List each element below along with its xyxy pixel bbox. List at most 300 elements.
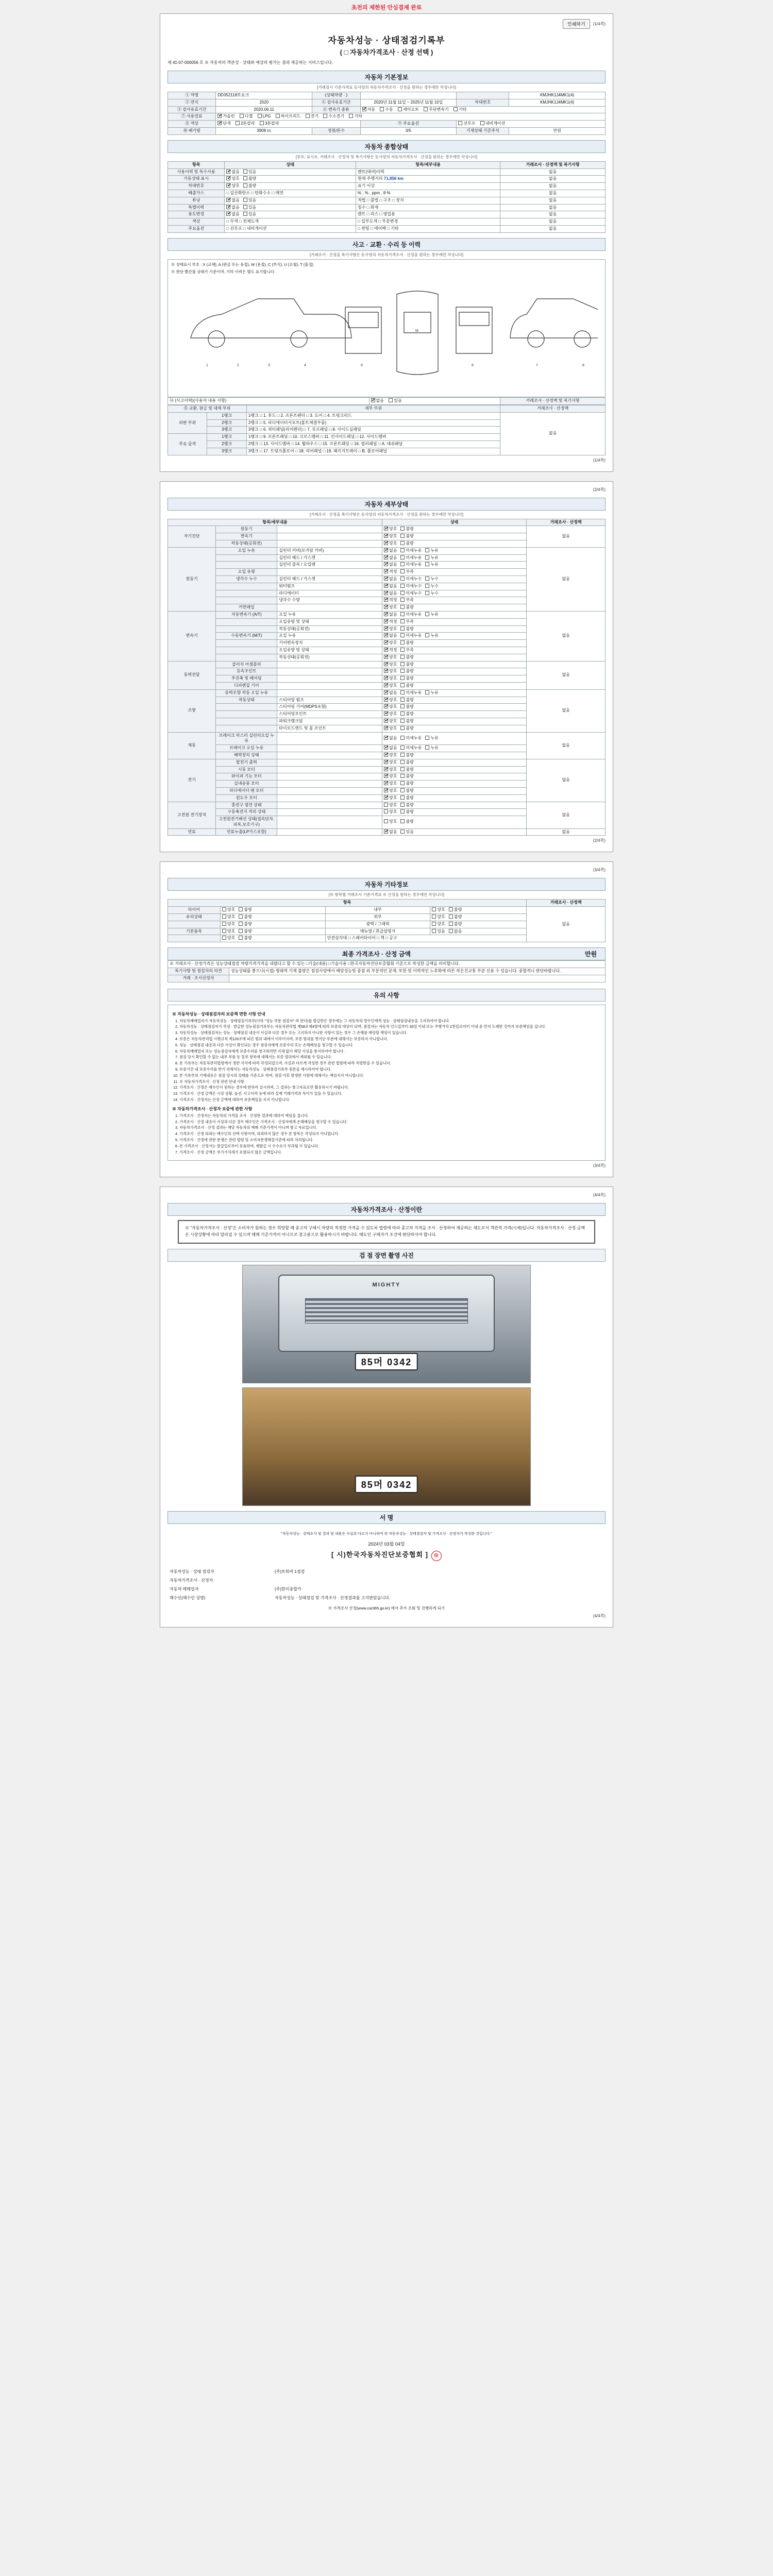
detail-item-sub bbox=[277, 828, 382, 836]
diagram-legend-1: ※ 상태표시 부호 : X (교체), A (판금 또는 용접), W (용접), C (부식), U (요철), T (흠집) bbox=[171, 262, 314, 267]
overall-row0-detail: 렌트(대여)이력 bbox=[356, 168, 500, 176]
opt-sunroof[interactable]: 선루프 bbox=[458, 121, 475, 127]
notice-item: 4. 보증은 자동차관리법 시행규칙 제120조에 따른 범위 내에서 이루어지며, 보증 범위를 벗어난 부분에 대해서는 보증하지 아니합니다. bbox=[179, 1037, 601, 1042]
detail-category: 변속기 bbox=[168, 611, 216, 661]
signature-title: 서 명 bbox=[167, 1511, 606, 1524]
page-number-4: (4/4쪽) bbox=[593, 1193, 606, 1198]
section-accident-title: 사고 · 교환 · 수리 등 이력 bbox=[167, 238, 606, 251]
document-page-3 bbox=[160, 861, 613, 1177]
detail-item-sub: 라디에이터 bbox=[277, 590, 382, 597]
detail-item-options[interactable]: ✔ 없음 미세누유 누유 bbox=[382, 562, 526, 569]
main-rank2-label: 2랭크 bbox=[207, 441, 246, 448]
detail-item-options[interactable]: ✔ 없음 미세누유 누유 bbox=[382, 745, 526, 752]
overall-row4-state[interactable]: ✔ 없음 있음 bbox=[225, 197, 356, 204]
detail-item-options[interactable]: ✔ 양호 불량 bbox=[382, 711, 526, 718]
detail-category-price: 없음 bbox=[527, 661, 606, 689]
notice-item: 12. 가격조사 · 산정은 매수인이 원하는 경우에 한하여 실시하며, 그 결과는 참고자료로만 활용하시기 바랍니다. bbox=[179, 1085, 601, 1091]
priceinfo-title: 자동차가격조사 · 산정이란 bbox=[167, 1203, 606, 1216]
detail-item-options[interactable]: ✔ 없음 미세누수 누수 bbox=[382, 576, 526, 583]
document-page-2 bbox=[160, 481, 613, 853]
detail-item-options[interactable]: ✔ 없음 미세누유 누유 bbox=[382, 554, 526, 562]
main-rank2-items[interactable]: 2랭크 □ 13. 사이드멤버 □ 14. 휠하우스 □ 15. 프론트패널 □ 16. 필러패널 □ A. 대쉬패널 bbox=[246, 441, 500, 448]
detail-item-name: 변속기 bbox=[216, 533, 277, 540]
detail-category-price: 없음 bbox=[527, 802, 606, 828]
overall-row5-detail: 침수 □ 화재 bbox=[356, 204, 500, 211]
detail-item-name bbox=[216, 562, 277, 569]
detail-item-name: 추진축 및 베어링 bbox=[216, 675, 277, 683]
overall-row6-item: 용도변경 bbox=[168, 211, 225, 218]
label-fuel: ⑦ 사용연료 bbox=[168, 113, 216, 121]
finalprice-note-value: 성능상태를 좋으나(시점) 형태적 기재 불량은 점검사양에서 해당성능및 중점 외 부분적인 문제, 또한 및 이력적인 노후화에 따른 작은건교통 부분 신용 수 있습니다. 종합적니 판단바랍니다. bbox=[229, 968, 605, 975]
section-basic-note: [거래검사 기준가격표 등사양의 자동차가격조사 · 산정을 원하는 경우에만 작성니다] bbox=[317, 85, 456, 90]
page-number-2: (2/4쪽) bbox=[593, 487, 606, 492]
detail-item-sub: 실린더 헤드 / 가스켓 bbox=[277, 554, 382, 562]
detail-item-options[interactable]: ✔ 적정 부족 bbox=[382, 618, 526, 625]
detail-category: 제동 bbox=[168, 732, 216, 759]
value-option bbox=[457, 121, 606, 128]
detail-item-name: 오일 누유 bbox=[216, 547, 277, 554]
etc-row1-ropts[interactable]: 양호 불량 bbox=[430, 914, 527, 921]
detail-item-options[interactable]: ✔ 적정 부족 bbox=[382, 647, 526, 654]
etc-col-price: 거래조사 · 산정액 bbox=[527, 900, 606, 907]
value-carname: DD352118토요크 bbox=[216, 92, 312, 99]
detail-item-sub: 실린더 헤드 / 가스켓 bbox=[277, 576, 382, 583]
accident-bottom-question: ⑭ (사고이력)(사용자 내용 사항) bbox=[168, 398, 369, 405]
value-tons: 3/5 bbox=[360, 127, 457, 134]
notice-item: 13. 가격조사 · 산정 금액은 시장 상황, 옵션, 사고이력 등에 따라 실제 거래가격과 차이가 있을 수 있습니다. bbox=[179, 1091, 601, 1097]
overall-row3-price: 없음 bbox=[500, 190, 606, 197]
section-basic-title: 자동차 기본정보 bbox=[167, 71, 606, 83]
sig-row0-key: 자동차성능 · 상태 점검자 bbox=[170, 1569, 214, 1574]
notice-item: 4. 가격조사 · 산정 의뢰는 매수인의 선택 사항이며, 의뢰하지 않은 경우 본 항목은 작성되지 아니합니다. bbox=[179, 1131, 601, 1137]
detail-item-sub: 워터펌프 bbox=[277, 583, 382, 590]
detail-item-name: 구동축전지 격리 상태 bbox=[216, 809, 277, 816]
inspection-photo-front bbox=[242, 1265, 531, 1383]
overall-col-price: 거래조사 · 산정액 및 복기사항 bbox=[500, 161, 606, 168]
etc-row1-right: 외부 bbox=[325, 914, 430, 921]
detail-item-options[interactable]: ✔ 양호 불량 bbox=[382, 697, 526, 704]
detail-item-sub bbox=[277, 766, 382, 773]
svg-text:M: M bbox=[415, 329, 418, 333]
opt-accident-none[interactable]: ✔ 없음 bbox=[371, 398, 384, 404]
detail-category-price: 없음 bbox=[527, 759, 606, 802]
label-year: ② 연식 bbox=[168, 99, 216, 106]
label-color: ⑧ 색상 bbox=[168, 121, 216, 128]
notice-item: 9. 보증기간 내 보증수리를 받기 위해서는 자동차성능 · 상태점검기록부 원본을 제시하여야 합니다. bbox=[179, 1067, 601, 1073]
detail-item-options[interactable]: ✔ 양호 불량 bbox=[382, 759, 526, 766]
detail-item-name: 커먼레일 bbox=[216, 604, 277, 612]
detail-item-options[interactable]: ✔ 없음 있음 bbox=[382, 828, 526, 836]
signature-company: [ 시)한국자동차진단보증협회 ] 印 bbox=[167, 1549, 606, 1561]
detail-item-name bbox=[216, 711, 277, 718]
detail-item-sub bbox=[277, 773, 382, 781]
detail-item-name: 와이퍼 기능 모터 bbox=[216, 773, 277, 781]
page4-footer: (4/4쪽) bbox=[593, 1613, 606, 1618]
main-rank1-label: 1랭크 bbox=[207, 434, 246, 441]
detail-item-name: 동력조향 작동 오일 누유 bbox=[216, 689, 277, 697]
overall-row7-state[interactable]: □ 무색 □ 전체도색 bbox=[225, 218, 356, 226]
detail-item-sub: 실린더 커버(로커암 커버) bbox=[277, 547, 382, 554]
detail-item-sub bbox=[277, 794, 382, 802]
detail-item-name bbox=[216, 597, 277, 604]
opt-accident-yes[interactable]: 있음 bbox=[389, 398, 401, 404]
overall-row1-state[interactable]: ✔ 양호 불량 bbox=[225, 176, 356, 183]
overall-row5-state[interactable]: ✔ 없음 있음 bbox=[225, 204, 356, 211]
detail-item-options[interactable]: ✔ 없음 미세누유 누유 bbox=[382, 633, 526, 640]
detail-item-name: 작동상태(공회전) bbox=[216, 540, 277, 548]
value-disp: 3908 cc bbox=[216, 127, 312, 134]
detail-table bbox=[167, 519, 606, 836]
overall-row2-price: 없음 bbox=[500, 183, 606, 190]
detail-item-options[interactable]: ✔ 적정 부족 bbox=[382, 569, 526, 576]
detail-item-options[interactable]: ✔ 없음 미세누수 누수 bbox=[382, 590, 526, 597]
label-firstreg: ④ 검사유효기간 bbox=[312, 99, 360, 106]
etc-table bbox=[167, 899, 606, 942]
overall-row2-item: 차대번호 bbox=[168, 183, 225, 190]
detail-item-sub bbox=[277, 809, 382, 816]
finalprice-desc: ※ 거래조사 · 산정가격은 성능상태점검 차량가격가격을 내렸다고 할 수 있는 □기술(내용) □기술사용 □한국자동차진단보증협회 기준으로 작성한 금액을 의미합니다. bbox=[168, 961, 606, 968]
detail-item-name bbox=[216, 554, 277, 562]
detail-item-sub bbox=[277, 802, 382, 809]
detail-item-name: 배력장치 상태 bbox=[216, 752, 277, 759]
opt-color-2tone[interactable]: 2톤칼라 bbox=[236, 121, 255, 127]
ext-rank2-label: 2랭크 bbox=[207, 419, 246, 427]
notice-item: 3. 자동차성능 · 상태점검자는 성능 · 상태점검 내용이 사실과 다른 경우 또는 고지하지 아니한 사항이 있는 경우 그 손해를 배상할 책임이 있습니다. bbox=[179, 1030, 601, 1036]
document-page-1 bbox=[160, 13, 613, 472]
signature-table bbox=[167, 1567, 606, 1602]
value-firstreg: 2020년 11월 11일 ~ 2025년 11월 10일 bbox=[360, 99, 457, 106]
notice-title: 유의 사항 bbox=[167, 989, 606, 1002]
etc-row2-right: 광택 / 그래픽 bbox=[325, 921, 430, 928]
notice-item: 2. 자동차성능 · 상태점검자가 작성 · 발급한 성능점검기록부는 자동차관리법 제58조제4항에 따라 보증의 대상이 되며, 점검자는 자동차 인도일부터 30일 이내 또는 주행거리 2천킬로미터 이내 중 먼저 도래한 것까지 보증책임을 집니다. bbox=[179, 1024, 601, 1030]
detail-item-sub bbox=[277, 661, 382, 668]
overall-table bbox=[167, 161, 606, 233]
detail-item-name: 냉각수 누수 bbox=[216, 576, 277, 583]
law-line: 제 41-07-000056 호 ※ 자동차의 객관성 · 상태와 예상의 평가는 결과 제공하는 서비스입니다. bbox=[167, 60, 333, 65]
detail-item-options[interactable]: ✔ 양호 불량 bbox=[382, 718, 526, 725]
accident-bottom-opts[interactable] bbox=[369, 398, 500, 405]
frame-col-detail: 세부 부위 bbox=[246, 405, 500, 413]
detail-item-options[interactable]: ✔ 양호 불량 bbox=[382, 661, 526, 668]
etc-row0-left: 타이어 bbox=[168, 907, 221, 914]
detail-item-sub: 작동상태(공회전) bbox=[277, 654, 382, 661]
detail-category: 전기 bbox=[168, 759, 216, 802]
label-newprice: 기재상태 기준주석 bbox=[457, 127, 509, 134]
opt-color-single[interactable]: ✔ 단색 bbox=[217, 121, 230, 127]
notice-item: 8. 본 기록부는 자동차관리법령에서 정한 서식에 따라 작성되었으며, 사실과 다르게 작성한 경우 관련 법령에 따라 처벌받을 수 있습니다. bbox=[179, 1061, 601, 1066]
value-newprice: 만원 bbox=[509, 127, 606, 134]
print-button[interactable]: 인쇄하기 bbox=[563, 19, 590, 29]
overall-row7-price: 없음 bbox=[500, 218, 606, 226]
ext-rank2-items[interactable]: 2랭크 □ 5. 라디에이터서포트(볼트체결부품) bbox=[246, 419, 500, 427]
detail-item-sub: 오일유량 및 상태 bbox=[277, 618, 382, 625]
etc-price: 없음 bbox=[527, 907, 606, 942]
detail-item-name: 시동 모터 bbox=[216, 766, 277, 773]
etc-row3-ropts[interactable]: 있음 없음 bbox=[430, 928, 527, 935]
detail-item-options[interactable]: ✔ 양호 불량 bbox=[382, 668, 526, 675]
label-plate: (상태차량 · ) bbox=[312, 92, 360, 99]
opt-trans-auto[interactable]: ✔ 자동 bbox=[362, 107, 375, 113]
etc-row2-lopts[interactable]: 양호 불량 bbox=[220, 921, 325, 928]
detail-item-options[interactable]: 양호 불량 bbox=[382, 809, 526, 816]
detail-item-options[interactable]: 양호 불량 bbox=[382, 816, 526, 829]
notice-item: 5. 성능 · 상태점검 내용과 다른 사실이 확인되는 경우 점검자에게 보증수리 또는 손해배상을 청구할 수 있습니다. bbox=[179, 1043, 601, 1048]
detail-category-price: 없음 bbox=[527, 828, 606, 836]
notice-item: 14. 가격조사 · 산정자는 산정 금액에 대하여 보증책임을 지지 아니합니다. bbox=[179, 1097, 601, 1103]
detail-item-sub: 스티어링 펌프 bbox=[277, 697, 382, 704]
overall-row8-price: 없음 bbox=[500, 225, 606, 232]
signature-footer-note: ※ 가격조사 산정(www.car365.go.kr) 에서 추가 조회 및 진행하게 되기 bbox=[328, 1605, 445, 1611]
overall-row1-item: 가동상태 표시 bbox=[168, 176, 225, 183]
detail-item-options[interactable]: ✔ 양호 불량 bbox=[382, 781, 526, 788]
detail-item-options[interactable]: ✔없음 미세누유 누유 bbox=[382, 732, 526, 745]
section-detail-note: [거래조사 · 산정을 복기사항은 동사양의 자동차가격조사 · 산정을 원하는 경우에만 작성니다] bbox=[309, 512, 464, 517]
detail-category-price: 없음 bbox=[527, 611, 606, 661]
overall-row5-price: 없음 bbox=[500, 204, 606, 211]
page-subtitle: ( □ 자동차가격조사 · 산정 선택 ) bbox=[340, 48, 433, 56]
opt-fuel-hybrid[interactable]: 하이브리드 bbox=[276, 114, 301, 120]
detail-item-sub: 기어변속장치 bbox=[277, 640, 382, 647]
etc-row0-ropts[interactable]: 양호 불량 bbox=[430, 907, 527, 914]
detail-col-cat: 항목/세부내용 bbox=[168, 519, 382, 526]
detail-item-options[interactable]: 양호 불량 bbox=[382, 802, 526, 809]
etc-row0-lopts[interactable]: 양호 불량 bbox=[220, 907, 325, 914]
detail-item-name: 고전원전기배선 상태(접속단자,피복,보호기구) bbox=[216, 816, 277, 829]
opt-trans-etc[interactable]: 기타 bbox=[453, 107, 466, 113]
detail-item-sub: 스티어링조인트 bbox=[277, 711, 382, 718]
detail-item-options[interactable]: ✔ 양호 불량 bbox=[382, 773, 526, 781]
overall-row0-item: 사용이력 및 특수사용 bbox=[168, 168, 225, 176]
detail-item-sub: 타이로드엔드 및 볼 조인트 bbox=[277, 725, 382, 732]
overall-row7-detail: □ 일부도색 □ 부분변경 bbox=[356, 218, 500, 226]
detail-item-options[interactable]: ✔ 없음 미세누유 누유 bbox=[382, 547, 526, 554]
detail-item-name bbox=[216, 704, 277, 711]
svg-text:2: 2 bbox=[237, 364, 239, 368]
seal-stamp: 印 bbox=[431, 1551, 442, 1561]
etc-row2-left bbox=[168, 921, 221, 928]
sig-row2-value: (주)한미종합카 bbox=[275, 1586, 301, 1591]
opt-fuel-lpg[interactable]: LPG bbox=[258, 114, 271, 120]
notice-sec1-title: ※ 자동차성능 · 상태점검자의 보증책 면한 사항 안내 bbox=[172, 1011, 265, 1016]
page3-footer: (3/4쪽) bbox=[593, 1163, 606, 1168]
detail-item-name: 수동변속기 (M/T) bbox=[216, 633, 277, 640]
detail-item-name bbox=[216, 590, 277, 597]
detail-item-name bbox=[216, 725, 277, 732]
truck-grille-shape bbox=[305, 1298, 468, 1324]
etc-row3-left: 기본품목 bbox=[168, 928, 221, 935]
opt-navi[interactable]: 내비게이션 bbox=[480, 121, 506, 127]
notice-item: 7. 점검 당시 확인할 수 없는 내부 부품 등 일부 항목에 대해서는 보증 범위에서 제외될 수 있습니다. bbox=[179, 1055, 601, 1060]
detail-item-options[interactable]: ✔ 양호 불량 bbox=[382, 682, 526, 689]
detail-item-name: 디퍼렌셜 기어 bbox=[216, 682, 277, 689]
detail-item-options[interactable]: ✔ 양호 불량 bbox=[382, 766, 526, 773]
detail-item-sub bbox=[277, 781, 382, 788]
opt-fuel-diesel[interactable]: 디젤 bbox=[240, 114, 253, 120]
svg-text:3: 3 bbox=[268, 364, 270, 368]
overall-col-state: 상태 bbox=[225, 161, 356, 168]
overall-col-detail: 항목/세부내용 bbox=[356, 161, 500, 168]
frame-table bbox=[167, 405, 606, 455]
sig-row3-value: 자동차성능 · 상태점검 및 가격조사 · 산정결과를 고지받았습니다. bbox=[275, 1595, 391, 1600]
value-plate bbox=[360, 92, 457, 99]
detail-item-name bbox=[216, 618, 277, 625]
detail-col-state: 상태 bbox=[382, 519, 526, 526]
etc-row4-left bbox=[168, 935, 221, 942]
detail-item-sub: 파워크랭크암 bbox=[277, 718, 382, 725]
sig-row3-key: 매수인(매수인 성명) bbox=[170, 1595, 206, 1600]
detail-item-options[interactable]: ✔ 없음 미세누수 누수 bbox=[382, 583, 526, 590]
svg-text:4: 4 bbox=[304, 364, 306, 368]
photo-section-title: 검 점 장면 촬영 사진 bbox=[167, 1249, 606, 1262]
detail-item-name: 클러치 어셈블리 bbox=[216, 661, 277, 668]
sig-row2-key: 자동차 매매업자 bbox=[170, 1586, 199, 1591]
etc-row0-right: 내부 bbox=[325, 907, 430, 914]
frame-price: 없음 bbox=[500, 412, 606, 455]
detail-item-sub bbox=[277, 745, 382, 752]
notice-item: 7. 가격조사 · 산정 금액은 부가가치세가 포함되지 않은 금액입니다. bbox=[179, 1150, 601, 1156]
detail-item-sub bbox=[277, 689, 382, 697]
svg-text:1: 1 bbox=[206, 364, 208, 368]
value-fuel bbox=[216, 113, 606, 121]
detail-item-options[interactable]: ✔ 양호 불량 bbox=[382, 787, 526, 794]
finalprice-note-label: 특기사항 및 점검자의 의견 bbox=[168, 968, 229, 975]
detail-item-options[interactable]: ✔ 양호 불량 bbox=[382, 604, 526, 612]
detail-item-name: 브레이크 마스터 실린더오일 누유 bbox=[216, 732, 277, 745]
etc-row3-lopts[interactable]: 양호 불량 bbox=[220, 928, 325, 935]
detail-item-sub bbox=[277, 816, 382, 829]
label-trans: ⑥ 변속기 종류 bbox=[312, 106, 360, 113]
page-number-3: (3/4쪽) bbox=[593, 868, 606, 873]
detail-item-name bbox=[216, 625, 277, 633]
section-finalprice-title: 최종 가격조사 · 산정 금액 만원 bbox=[167, 947, 606, 960]
detail-item-name: 라디에이터 팬 모터 bbox=[216, 787, 277, 794]
detail-item-sub bbox=[277, 787, 382, 794]
detail-item-options[interactable]: ✔ 양호 불량 bbox=[382, 752, 526, 759]
overall-row4-detail: 적법 □ 불법 □ 구조 □ 장치 bbox=[356, 197, 500, 204]
detail-item-sub bbox=[277, 675, 382, 683]
frame-col-price: 거래조사 · 산정액 bbox=[500, 405, 606, 413]
overall-row5-item: 특별이력 bbox=[168, 204, 225, 211]
detail-category-price: 없음 bbox=[527, 526, 606, 547]
overall-row8-state[interactable]: □ 선루프 □ 내비게이션 bbox=[225, 225, 356, 232]
opt-trans-semi[interactable]: 세미오토 bbox=[398, 107, 419, 113]
opt-color-3tone[interactable]: 3톤칼라 bbox=[260, 121, 279, 127]
main-rank1-items[interactable]: 1랭크 □ 9. 프론트패널 □ 10. 크로스멤버 □ 11. 인사이드패널 □ 12. 사이드멤버 bbox=[246, 434, 500, 441]
ext-rank3-items[interactable]: 3랭크 □ 6. 쿼터패널(리어펜더) □ 7. 루프패널 □ 8. 사이드실패널 bbox=[246, 427, 500, 434]
detail-category: 연료 bbox=[168, 828, 216, 836]
opt-fuel-ev[interactable]: 전기 bbox=[306, 114, 318, 120]
overall-row1-detail: 현재 주행거리 71,856 km bbox=[356, 176, 500, 183]
notice-sec2-title: ※ 자동차가격조사 · 산정자 보증에 관한 사항 bbox=[172, 1106, 253, 1111]
ext-rank3-label: 3랭크 bbox=[207, 427, 246, 434]
notice-item: 1. 가격조사 · 산정자는 자동차의 가격을 조사 · 산정한 결과에 대하여 책임을 집니다. bbox=[179, 1113, 601, 1119]
detail-item-name: 실내송풍 모터 bbox=[216, 781, 277, 788]
opt-fuel-etc[interactable]: 기타 bbox=[349, 114, 362, 120]
finalprice-assessor-value bbox=[229, 975, 605, 982]
overall-row8-detail: □ 썬팅 □ 에어백 □ 기타 bbox=[356, 225, 500, 232]
car-diagram bbox=[167, 259, 606, 398]
opt-fuel-gasoline[interactable]: ✔ 가솔린 bbox=[217, 114, 234, 120]
accident-bottom-table bbox=[167, 397, 606, 405]
value-vin2: KMJHK1J4MK1(4) bbox=[509, 99, 606, 106]
detail-item-options[interactable]: ✔ 양호 불량 bbox=[382, 654, 526, 661]
sig-row1-key: 자동차가격조사 · 산정자 bbox=[170, 1578, 213, 1583]
detail-item-sub bbox=[277, 759, 382, 766]
detail-item-sub bbox=[277, 682, 382, 689]
detail-item-options[interactable]: ✔ 적정 부족 bbox=[382, 597, 526, 604]
detail-item-name: 충전구 절연 상태 bbox=[216, 802, 277, 809]
value-reg: 2020.06.11 bbox=[216, 106, 312, 113]
detail-category: 동력전달 bbox=[168, 661, 216, 689]
detail-item-options[interactable]: ✔ 양호 불량 bbox=[382, 540, 526, 548]
overall-row3-detail: % , % , ppm , 8 % bbox=[356, 190, 500, 197]
car-outline-svg bbox=[175, 276, 598, 392]
section-detail-title: 자동차 세부상태 bbox=[167, 498, 606, 511]
detail-item-options[interactable]: ✔ 양호 불량 bbox=[382, 704, 526, 711]
svg-text:6: 6 bbox=[472, 364, 474, 368]
notice-item: 3. 자동차가격조사 · 산정 결과는 해당 자동차의 매매 기준가격이 아니며 참고 자료입니다. bbox=[179, 1125, 601, 1131]
detail-item-options[interactable]: ✔ 양호 불량 bbox=[382, 625, 526, 633]
etc-row4-right[interactable]: 안전삼각대 □ 스페어타이어 □ 잭 □ 공구 bbox=[325, 935, 527, 942]
signature-date: 2024년 03월 04일 bbox=[368, 1541, 405, 1547]
detail-col-price: 거래조사 · 산정액 bbox=[527, 519, 606, 526]
detail-item-options[interactable]: ✔ 양호 불량 bbox=[382, 640, 526, 647]
overall-row8-item: 주요옵션 bbox=[168, 225, 225, 232]
main-rank3-items[interactable]: 3랭크 □ 17. 트렁크플로어 □ 18. 리어패널 □ 19. 패키지트레이 □ B. 플로어패널 bbox=[246, 448, 500, 455]
detail-item-name bbox=[216, 718, 277, 725]
overall-row0-state[interactable]: ✔ 없음 있음 bbox=[225, 168, 356, 176]
section-etc-title: 자동차 기타정보 bbox=[167, 878, 606, 891]
ext-rank1-items[interactable]: 1랭크 □ 1. 후드 □ 2. 프론트펜더 □ 3. 도어 □ 4. 트렁크리드 bbox=[246, 412, 500, 419]
opt-trans-cvt[interactable]: 무단변속기 bbox=[424, 107, 449, 113]
license-plate-2: 85머 0342 bbox=[355, 1476, 418, 1493]
svg-text:8: 8 bbox=[582, 364, 584, 368]
overall-row2-detail: 표기 이상 bbox=[356, 183, 500, 190]
detail-item-sub: 오일 누유 bbox=[277, 611, 382, 618]
detail-category-price: 없음 bbox=[527, 547, 606, 611]
detail-item-options[interactable]: ✔ 없음 미세누유 누유 bbox=[382, 611, 526, 618]
detail-item-options[interactable]: ✔ 양호 불량 bbox=[382, 725, 526, 732]
page2-header bbox=[167, 487, 606, 493]
opt-trans-manual[interactable]: 수동 bbox=[380, 107, 393, 113]
etc-row2-ropts[interactable]: 양호 불량 bbox=[430, 921, 527, 928]
overall-row6-detail: 렌트 □ 리스 □ 영업용 bbox=[356, 211, 500, 218]
overall-row3-state[interactable]: □ 일산화탄소 □ 탄화수소 □ 매연 bbox=[225, 190, 356, 197]
detail-item-options[interactable]: ✔ 없음 미세누유 누유 bbox=[382, 689, 526, 697]
detail-item-options[interactable]: ✔ 양호 불량 bbox=[382, 675, 526, 683]
detail-item-name: 등속조인트 bbox=[216, 668, 277, 675]
overall-row2-state[interactable]: ✔ 양호 불량 bbox=[225, 183, 356, 190]
detail-item-options[interactable]: ✔ 양호 불량 bbox=[382, 526, 526, 533]
opt-fuel-h2[interactable]: 수소전기 bbox=[323, 114, 344, 120]
etc-row1-lopts[interactable]: 양호 불량 bbox=[220, 914, 325, 921]
section-overall-title: 자동차 종합상태 bbox=[167, 140, 606, 153]
notice-list-2 bbox=[179, 1113, 601, 1156]
detail-item-name: 자동변속기 (A/T) bbox=[216, 611, 277, 618]
etc-row4-lopts[interactable]: 양호 불량 bbox=[220, 935, 325, 942]
detail-item-options[interactable]: ✔ 양호 불량 bbox=[382, 533, 526, 540]
overall-row4-price: 없음 bbox=[500, 197, 606, 204]
overall-row6-state[interactable]: ✔ 없음 있음 bbox=[225, 211, 356, 218]
detail-category: 자기진단 bbox=[168, 526, 216, 547]
finalprice-assessor-label: 거래 · 조사산정자 bbox=[168, 975, 229, 982]
overall-row1-price: 없음 bbox=[500, 176, 606, 183]
notice-item: 5. 가격조사 · 산정에 관한 분쟁은 관련 법령 및 소비자분쟁해결기준에 따라 처리됩니다. bbox=[179, 1138, 601, 1143]
page4-header bbox=[167, 1192, 606, 1198]
notice-item: 1. 자동차매매업자가 자동차성능 · 상태점검기록부(이하 "성능 부분 점검자" 라 한다)를 발급받은 경우에는 그 자동차의 양수인에게 성능 · 상태점검내용을 고지하여야 합니다. bbox=[179, 1019, 601, 1024]
label-carname: ① 차명 bbox=[168, 92, 216, 99]
detail-item-options[interactable]: ✔ 양호 불량 bbox=[382, 794, 526, 802]
